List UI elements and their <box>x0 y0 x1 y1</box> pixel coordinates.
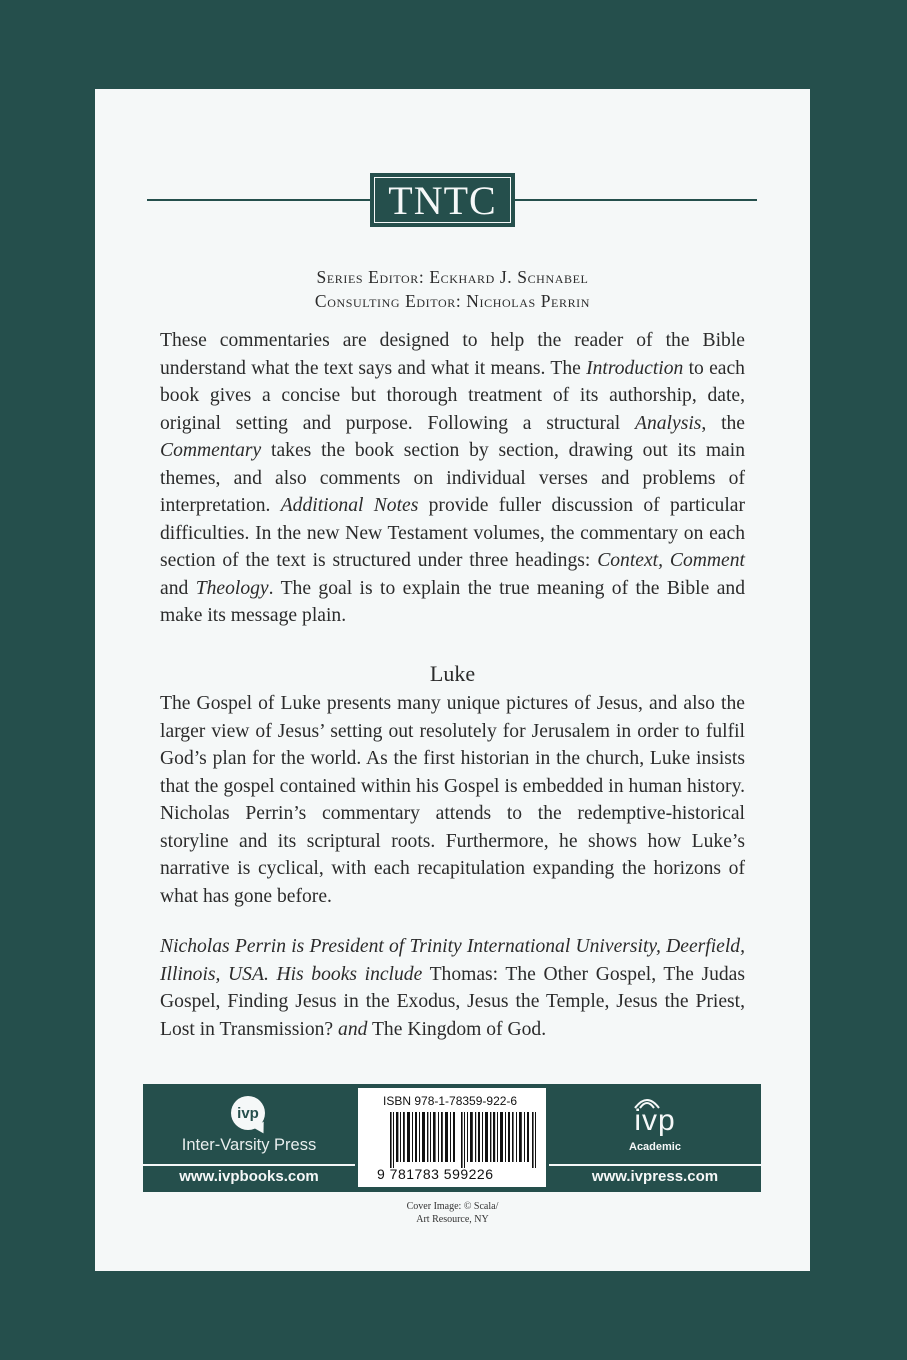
intro-emphasis: Theology <box>195 577 269 599</box>
author-books: Thomas: The Other Gospel, The Judas Gospel, Finding Jesus in the Exodus, Jesus the Temple, Jesus the Priest, Lost in Transmission? <box>160 963 745 1040</box>
intro-text: , the <box>701 412 746 434</box>
book-description: The Gospel of Luke presents many unique pictures of Jesus, and also the larger view of Jesus’ setting out resolutely for Jerusalem in order to fulfil God’s plan for the world. As the first historian in the church, Luke insists that the gospel contained within his Gospel is embedded in human history. Nicholas Perrin’s commentary attends to the redemptive-historical storyline and its scriptural roots. Furthermore, he shows how Luke’s narrative is cyclical, with each recapitulation expanding the horizons of what has gone before. <box>160 693 745 907</box>
editors-block <box>95 265 810 313</box>
intro-text: . The goal is to explain the true meaning of the Bible and make its message plain. <box>160 577 745 626</box>
isbn-label: ISBN 978-1-78359-922-6 <box>383 1094 518 1108</box>
author-and: and <box>338 1018 368 1040</box>
author-bio-text: Nicholas Perrin is President of Trinity International University, Deerfield, Illinois, USA. His books include <box>160 936 745 985</box>
series-description <box>160 327 745 630</box>
ivp-logo-icon: ivp <box>231 1096 265 1130</box>
publisher-url: www.ivpress.com <box>591 1168 719 1185</box>
intro-text: and <box>160 577 196 599</box>
barcode-panel <box>358 1088 546 1187</box>
credit-line: Art Resource, NY <box>416 1214 489 1225</box>
ivp-academic-block <box>549 1084 761 1192</box>
publisher-divider <box>143 1164 355 1166</box>
intro-emphasis: Commentary <box>160 440 262 461</box>
publisher-divider <box>549 1164 761 1166</box>
cover-credit <box>95 1200 810 1226</box>
intro-emphasis: Context, Comment <box>597 550 745 571</box>
publisher-name: Inter-Varsity Press <box>181 1136 317 1154</box>
book-title: Luke <box>429 661 476 686</box>
author-last-book: The Kingdom of God. <box>371 1018 547 1040</box>
barcode-digits: 9 781783 599226 <box>377 1166 494 1182</box>
intro-emphasis: Additional Notes <box>280 495 419 516</box>
intro-text: to each book gives a concise but thorough treatment of its authorship, date, original setting and purpose. Following a structural <box>160 357 745 434</box>
ivp-uk-block <box>143 1084 355 1192</box>
consulting-editor: Consulting Editor: Nicholas Perrin <box>314 291 591 311</box>
intro-text: takes the book section by section, drawing out its main themes, and also comments on individual verses and problems of interpretation. <box>160 440 745 516</box>
series-logo <box>370 173 515 227</box>
intro-text: provide fuller discussion of particular difficulties. In the new New Testament volumes, the commentary on each section of the text is structured under three headings: <box>160 495 746 571</box>
series-editor: Series Editor: Eckhard J. Schnabel <box>316 267 589 287</box>
back-cover <box>95 89 810 1271</box>
ivp-academic-label: Academic <box>629 1141 681 1153</box>
series-logo-text: TNTC <box>374 177 511 223</box>
intro-emphasis: Analysis <box>635 412 702 434</box>
author-bio <box>160 933 745 1043</box>
footer-band <box>143 1084 761 1192</box>
header-rule-right <box>515 199 757 201</box>
publisher-url: www.ivpbooks.com <box>179 1168 319 1185</box>
barcode-icon <box>390 1112 540 1168</box>
intro-emphasis: Introduction <box>586 357 684 379</box>
header-rule-left <box>147 199 370 201</box>
credit-line: Cover Image: © Scala/ <box>406 1201 499 1212</box>
intro-text: These commentaries are designed to help the reader of the Bible understand what the text says and what it means. The <box>160 330 745 379</box>
ivp-academic-logo: ivp <box>634 1104 676 1137</box>
